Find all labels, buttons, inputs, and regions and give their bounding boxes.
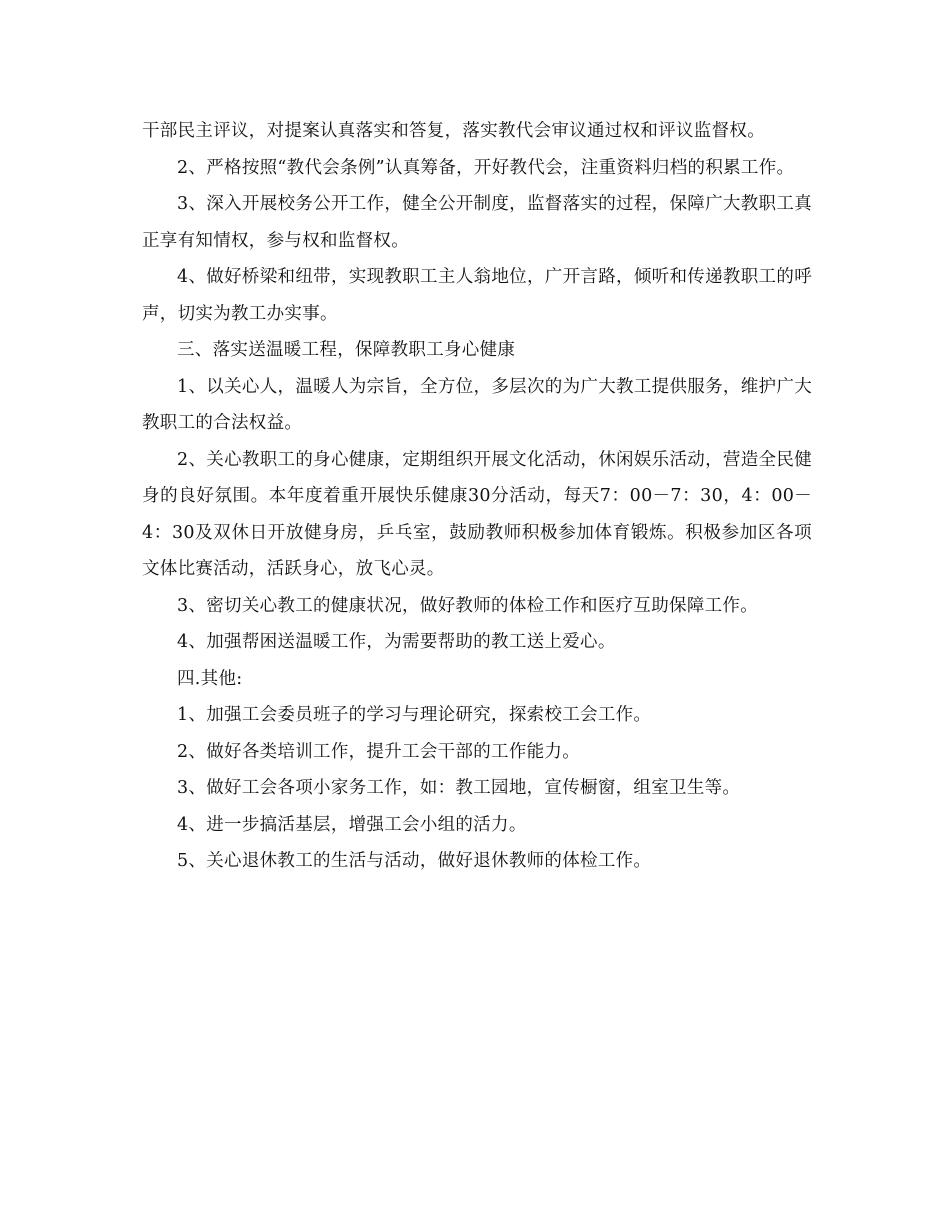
paragraph-item: 3、深入开展校务公开工作，健全公开制度，监督落实的过程，保障广大教职工真正享有知情权，参与权和监督权。 <box>142 194 812 251</box>
paragraph-item: 2、关心教职工的身心健康，定期组织开展文化活动，休闲娱乐活动，营造全民健身的良好氛围。本年度着重开展快乐健康30分活动，每天7：00－7：30，4：00－4：30及双休日开放健身房，乒乓室，鼓励教师积极参加体育锻炼。积极参加区各项文体比赛活动，活跃身心，放飞心灵。 <box>142 449 812 579</box>
paragraph-item: 1、加强工会委员班子的学习与理论研究，探索校工会工作。 <box>177 705 652 725</box>
paragraph-continued: 干部民主评议，对提案认真落实和答复，落实教代会审议通过权和评议监督权。 <box>142 121 765 141</box>
paragraph-item: 4、做好桥梁和纽带，实现教职工主人翁地位，广开言路，倾听和传递教职工的呼声，切实为教工办实事。 <box>142 267 812 324</box>
section-heading: 三、落实送温暖工程，保障教职工身心健康 <box>177 340 516 360</box>
paragraph-item: 2、做好各类培训工作，提升工会干部的工作能力。 <box>177 741 581 762</box>
paragraph-item: 4、进一步搞活基层，增强工会小组的活力。 <box>177 814 527 835</box>
section-heading: 四.其他: <box>177 668 243 689</box>
paragraph-item: 5、关心退休教工的生活与活动，做好退休教师的体检工作。 <box>177 851 652 871</box>
paragraph-item: 4、加强帮困送温暖工作，为需要帮助的教工送上爱心。 <box>177 632 616 652</box>
document-body <box>142 113 812 880</box>
paragraph-item: 3、做好工会各项小家务工作，如：教工园地，宣传橱窗，组室卫生等。 <box>177 778 741 798</box>
paragraph-item: 1、以关心人，温暖人为宗旨，全方位，多层次的为广大教工提供服务，维护广大教职工的合法权益。 <box>142 376 812 433</box>
paragraph-item: 3、密切关心教工的健康状况，做好教师的体检工作和医疗互助保障工作。 <box>177 595 759 616</box>
paragraph-item: 2、严格按照“教代会条例”认真筹备，开好教代会，注重资料归档的积累工作。 <box>177 157 795 178</box>
